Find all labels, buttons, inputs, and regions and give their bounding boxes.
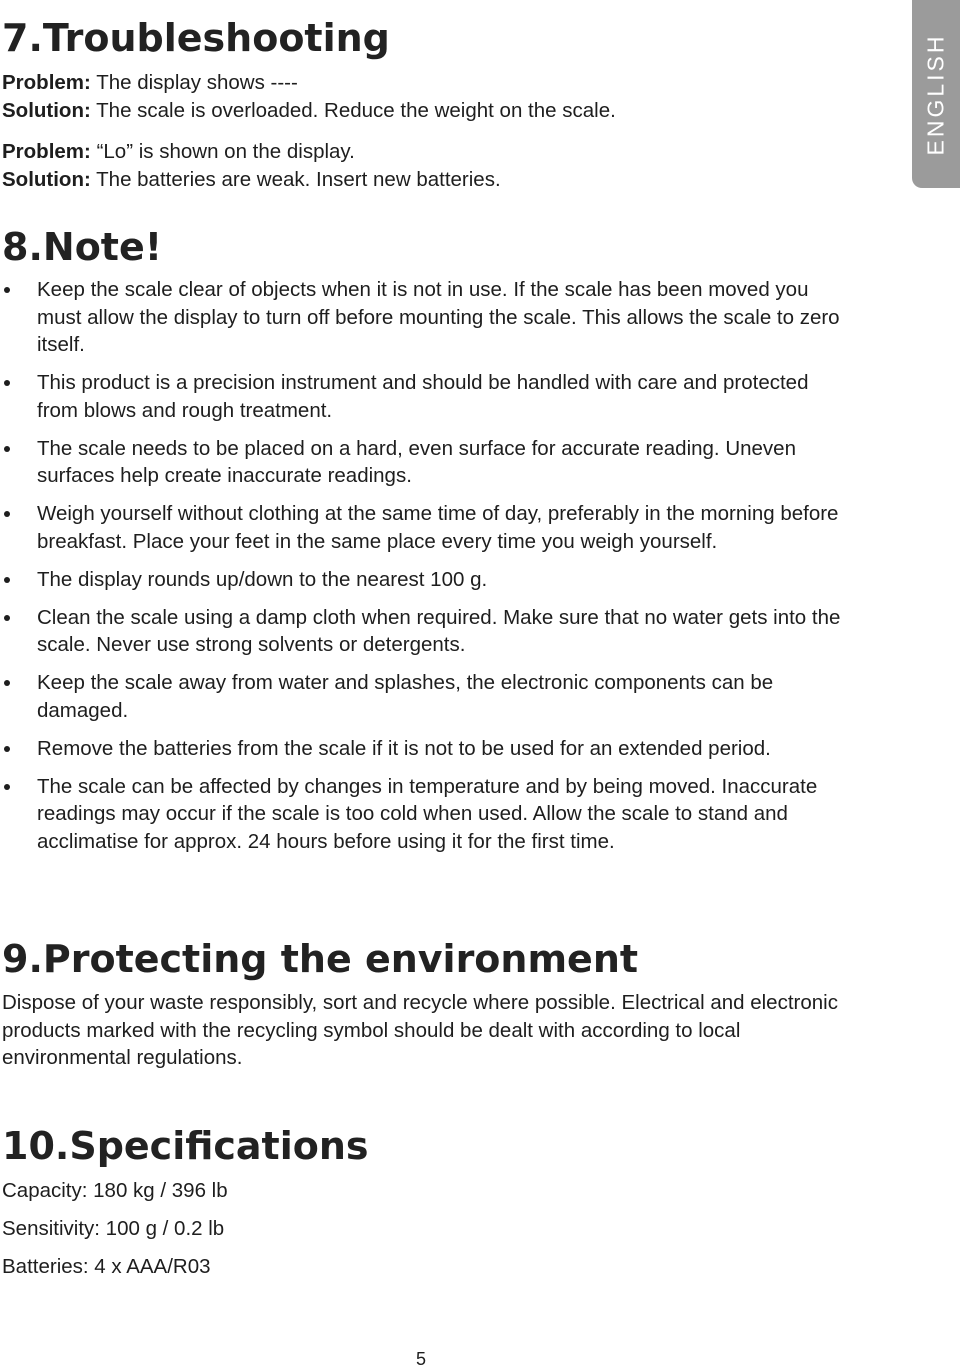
section-number: 9. — [2, 937, 43, 981]
section-title: Troubleshooting — [42, 16, 390, 60]
environment-text: Dispose of your waste responsibly, sort and recycle where possible. Electrical and electronic products marked with the recycling symbol should be dealt with according to local environmental regulations. — [2, 991, 838, 1069]
note-item: Keep the scale away from water and splashes, the electronic components can be damaged. — [0, 669, 850, 724]
section-title: Note! — [42, 225, 163, 269]
note-heading — [2, 225, 162, 269]
specifications-heading — [2, 1124, 369, 1168]
troubleshooting-heading — [2, 16, 390, 60]
environment-heading — [2, 937, 638, 981]
spec-capacity: Capacity: 180 kg / 396 lb — [2, 1179, 228, 1202]
language-tab — [912, 0, 960, 188]
section-number: 10. — [2, 1124, 70, 1168]
page-number: 5 — [415, 1349, 426, 1369]
problem-label: Problem: — [2, 71, 91, 94]
solution-text: The scale is overloaded. Reduce the weight on the scale. — [96, 98, 616, 122]
section-title: Protecting the environment — [42, 937, 639, 981]
solution-label: Solution: — [2, 98, 91, 122]
note-item: Clean the scale using a damp cloth when required. Make sure that no water gets into the scale. Never use strong solvents or detergents. — [0, 604, 850, 659]
troubleshooting-item — [2, 69, 842, 124]
note-item: Keep the scale clear of objects when it is not in use. If the scale has been moved you must allow the display to turn off before mounting the scale. This allows the scale to zero itself. — [0, 276, 850, 359]
note-item: Weigh yourself without clothing at the same time of day, preferably in the morning before breakfast. Place your feet in the same place every time you weigh yourself. — [0, 500, 850, 555]
section-number: 8. — [2, 225, 43, 269]
solution-label: Solution: — [2, 167, 91, 191]
note-item: This product is a precision instrument and should be handled with care and protected from blows and rough treatment. — [0, 369, 850, 424]
problem-text: The display shows ---- — [96, 71, 298, 94]
section-title: Specifications — [69, 1124, 369, 1168]
note-item: The scale can be affected by changes in temperature and by being moved. Inaccurate readings may occur if the scale is too cold when used. Allow the scale to stand and acclimatise for approx. 24 hours before using it for the first time. — [0, 773, 850, 856]
section-number: 7. — [2, 16, 43, 60]
note-list — [0, 276, 850, 866]
solution-text: The batteries are weak. Insert new batteries. — [96, 167, 501, 191]
spec-batteries: Batteries: 4 x AAA/R03 — [2, 1255, 211, 1278]
note-item: The display rounds up/down to the nearest 100 g. — [0, 566, 850, 594]
problem-label: Problem: — [2, 140, 91, 163]
problem-text: “Lo” is shown on the display. — [96, 140, 355, 163]
spec-sensitivity: Sensitivity: 100 g / 0.2 lb — [2, 1217, 225, 1240]
note-item: Remove the batteries from the scale if it is not to be used for an extended period. — [0, 735, 850, 763]
language-tab-label: ENGLISH — [922, 33, 949, 155]
note-item: The scale needs to be placed on a hard, even surface for accurate reading. Uneven surfaces help create inaccurate readings. — [0, 435, 850, 490]
troubleshooting-item — [2, 138, 842, 193]
